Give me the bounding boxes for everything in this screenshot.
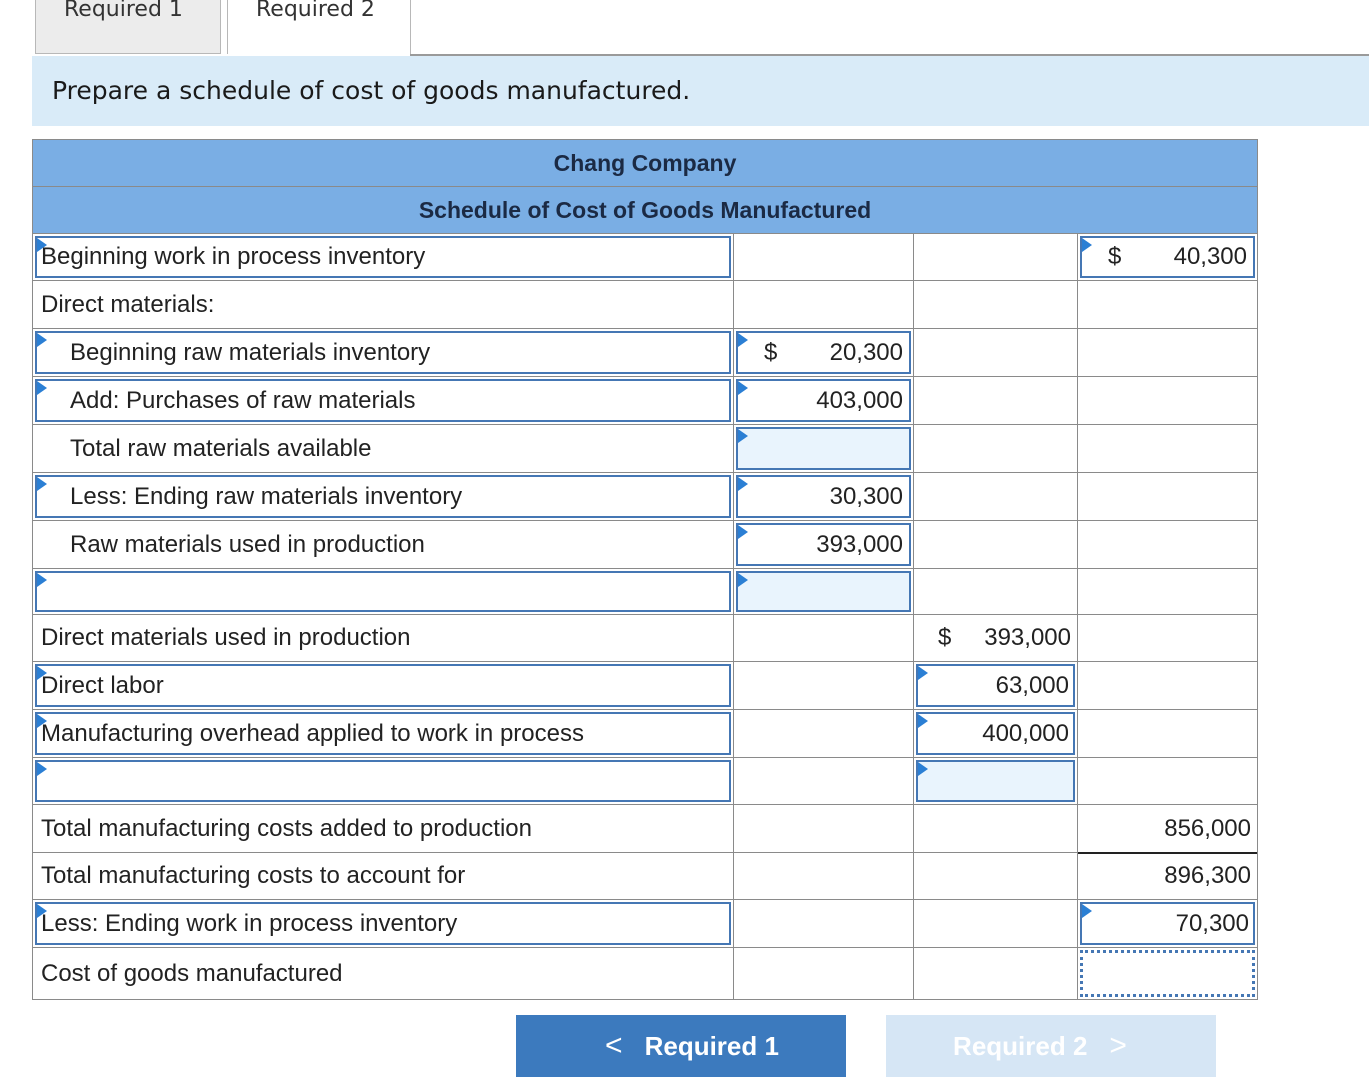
label-input[interactable]: Less: Ending work in process inventory — [35, 902, 731, 945]
table-row — [32, 329, 1258, 377]
table-row: Cost of goods manufactured — [32, 948, 1258, 1000]
amount-input[interactable] — [736, 427, 911, 470]
tab-required-1[interactable]: Required 1 — [35, 0, 221, 54]
dropdown-marker-icon — [37, 762, 47, 776]
schedule-table — [32, 139, 1258, 1000]
schedule-title: Schedule of Cost of Goods Manufactured — [32, 186, 1258, 234]
prev-required-1-button[interactable] — [516, 1015, 846, 1077]
amount-input[interactable]: 70,300 — [1080, 902, 1255, 945]
table-row: Direct materials: — [32, 281, 1258, 329]
dropdown-marker-icon — [738, 573, 748, 587]
table-row — [32, 662, 1258, 710]
dropdown-marker-icon — [738, 525, 748, 539]
table-row — [32, 569, 1258, 615]
amount-input[interactable]: 30,300 — [736, 475, 911, 518]
dropdown-marker-icon — [918, 714, 928, 728]
table-row — [32, 377, 1258, 425]
table-row — [32, 900, 1258, 948]
amount-input[interactable] — [736, 571, 911, 612]
table-row: Raw materials used in production 393,000 — [32, 521, 1258, 569]
chevron-left-icon: < — [605, 1029, 623, 1062]
next-button-label: Required 2 — [953, 1030, 1088, 1061]
amount-input[interactable] — [916, 760, 1075, 802]
table-row — [32, 234, 1258, 281]
label-input[interactable] — [35, 571, 731, 612]
label-input[interactable] — [35, 760, 731, 802]
table-row: Total manufacturing costs to account for 896,300 — [32, 853, 1258, 900]
amount-input[interactable]: 403,000 — [736, 379, 911, 422]
amount-input[interactable]: 393,000 — [736, 523, 911, 566]
prev-button-label: Required 1 — [644, 1030, 779, 1061]
dropdown-marker-icon — [738, 381, 748, 395]
dropdown-marker-icon — [1082, 904, 1092, 918]
next-required-2-button[interactable] — [886, 1015, 1216, 1077]
instruction-text: Prepare a schedule of cost of goods manufactured. — [32, 56, 1369, 126]
company-name: Chang Company — [32, 139, 1258, 186]
amount-input[interactable]: 400,000 — [916, 712, 1075, 755]
amount-input[interactable]: $ 20,300 — [736, 331, 911, 374]
table-row — [32, 473, 1258, 521]
dropdown-marker-icon — [37, 381, 47, 395]
label-input[interactable]: Add: Purchases of raw materials — [35, 379, 731, 422]
dropdown-marker-icon — [37, 573, 47, 587]
table-row: Direct materials used in production $ 393,000 — [32, 615, 1258, 662]
label-input[interactable]: Direct labor — [35, 664, 731, 707]
table-row: Total manufacturing costs added to production 856,000 — [32, 805, 1258, 853]
table-row — [32, 710, 1258, 758]
dropdown-marker-icon — [918, 666, 928, 680]
label-input[interactable]: Less: Ending raw materials inventory — [35, 475, 731, 518]
amount-input-focused[interactable] — [1080, 950, 1255, 997]
chevron-right-icon: > — [1109, 1029, 1127, 1062]
table-row — [32, 758, 1258, 805]
label-input[interactable]: Beginning work in process inventory — [35, 236, 731, 278]
dropdown-marker-icon — [37, 477, 47, 491]
dropdown-marker-icon — [37, 333, 47, 347]
dropdown-marker-icon — [918, 762, 928, 776]
label-input[interactable]: Beginning raw materials inventory — [35, 331, 731, 374]
tab-required-2[interactable]: Required 2 — [227, 0, 411, 54]
dropdown-marker-icon — [738, 333, 748, 347]
dropdown-marker-icon — [738, 429, 748, 443]
label-input[interactable]: Manufacturing overhead applied to work in process — [35, 712, 731, 755]
amount-input[interactable]: $ 40,300 — [1080, 236, 1255, 278]
dropdown-marker-icon — [738, 477, 748, 491]
amount-input[interactable]: 63,000 — [916, 664, 1075, 707]
dropdown-marker-icon — [1082, 238, 1092, 252]
tab-bar — [0, 0, 1369, 56]
table-row: Total raw materials available — [32, 425, 1258, 473]
